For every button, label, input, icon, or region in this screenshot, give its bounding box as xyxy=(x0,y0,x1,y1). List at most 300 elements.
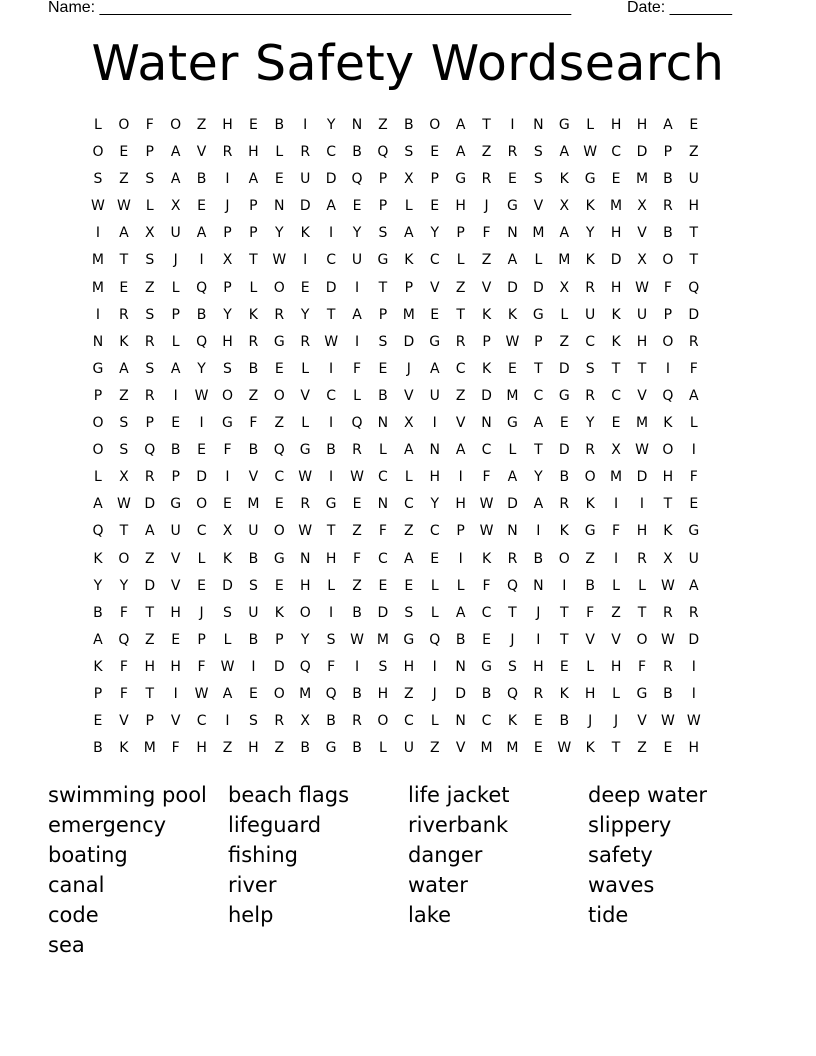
grid-letter: P xyxy=(223,279,232,296)
grid-letter: M xyxy=(402,306,415,323)
grid-letter: Z xyxy=(119,171,129,188)
name-field-label: Name: _____________________________________________________ xyxy=(48,0,572,16)
grid-letter: U xyxy=(170,225,181,242)
word-bank-item: river xyxy=(228,873,277,897)
grid-letter: V xyxy=(404,387,414,404)
word-bank-item: lake xyxy=(408,903,452,927)
grid-letter: N xyxy=(481,415,492,432)
grid-letter: E xyxy=(197,442,206,459)
grid-letter: I xyxy=(510,117,515,133)
grid-letter: R xyxy=(688,604,699,621)
grid-letter: R xyxy=(300,496,311,513)
grid-letter: Z xyxy=(119,387,129,404)
grid-letter: Z xyxy=(378,117,388,133)
grid-letter: R xyxy=(144,387,155,404)
grid-letter: W xyxy=(350,469,364,486)
grid-letter: F xyxy=(352,550,362,567)
grid-letter: E xyxy=(508,171,517,188)
grid-letter: V xyxy=(455,415,466,432)
grid-letter: U xyxy=(351,252,363,269)
word-bank-item: lifeguard xyxy=(228,813,322,837)
grid-letter: N xyxy=(533,117,544,133)
letter-grid xyxy=(85,112,733,762)
grid-letter: A xyxy=(455,442,466,459)
grid-letter: P xyxy=(171,469,180,486)
grid-letter: I xyxy=(614,496,619,513)
grid-letter: Z xyxy=(404,523,414,540)
grid-letter: F xyxy=(249,415,258,432)
grid-letter: Z xyxy=(429,740,440,757)
grid-letter: S xyxy=(145,360,155,377)
grid-letter: E xyxy=(663,740,673,757)
grid-letter: O xyxy=(196,496,208,513)
grid-letter: J xyxy=(588,713,593,730)
grid-letter: S xyxy=(248,713,258,730)
grid-letter: E xyxy=(430,198,440,215)
grid-letter: C xyxy=(403,496,414,513)
grid-letter: Y xyxy=(119,577,129,594)
grid-letter: P xyxy=(534,333,543,350)
grid-letter: Z xyxy=(274,740,285,757)
grid-letter: X xyxy=(144,225,155,242)
grid-letter: L xyxy=(379,740,387,757)
grid-letter: E xyxy=(430,550,440,567)
word-bank-item: tide xyxy=(588,903,629,927)
grid-letter: E xyxy=(352,496,362,513)
grid-letter: A xyxy=(689,387,699,404)
grid-letter: Z xyxy=(196,117,207,133)
grid-letter: U xyxy=(688,171,699,188)
grid-letter: N xyxy=(455,713,466,730)
grid-letter: P xyxy=(223,225,232,242)
grid-letter: O xyxy=(636,631,648,648)
grid-letter: R xyxy=(300,144,311,161)
grid-letter: F xyxy=(327,658,336,675)
grid-letter: A xyxy=(689,577,699,594)
grid-letter: I xyxy=(458,550,463,567)
grid-letter: P xyxy=(482,333,491,350)
grid-letter: K xyxy=(481,550,492,567)
grid-letter: H xyxy=(636,117,648,133)
grid-letter: G xyxy=(377,252,389,269)
grid-letter: C xyxy=(378,550,388,567)
grid-letter: O xyxy=(170,117,182,133)
grid-letter: A xyxy=(222,685,233,702)
grid-letter: E xyxy=(559,415,569,432)
grid-letter: H xyxy=(144,658,156,675)
grid-letter: S xyxy=(508,658,517,675)
grid-letter: J xyxy=(199,604,204,621)
grid-letter: G xyxy=(584,523,596,540)
grid-letter: A xyxy=(455,604,466,621)
grid-row xyxy=(85,546,733,573)
grid-letter: R xyxy=(663,658,673,675)
grid-letter: K xyxy=(611,306,621,323)
grid-letter: B xyxy=(326,442,336,459)
grid-letter: H xyxy=(196,740,207,757)
grid-letter: S xyxy=(404,604,414,621)
grid-letter: F xyxy=(378,523,387,540)
grid-letter: L xyxy=(534,252,543,269)
grid-letter: Q xyxy=(506,685,518,702)
grid-letter: B xyxy=(559,469,570,486)
grid-letter: H xyxy=(662,469,674,486)
grid-letter: Y xyxy=(430,496,440,513)
grid-letter: W xyxy=(194,685,209,702)
grid-letter: D xyxy=(144,577,156,594)
grid-letter: G xyxy=(299,442,311,459)
grid-letter: I xyxy=(432,415,437,432)
grid-letter: L xyxy=(171,279,180,296)
grid-letter: I xyxy=(614,550,619,567)
grid-letter: X xyxy=(170,198,181,215)
grid-letter: U xyxy=(248,523,259,540)
grid-letter: B xyxy=(455,631,466,648)
grid-letter: L xyxy=(275,144,284,161)
grid-letter: K xyxy=(507,713,518,730)
grid-row xyxy=(85,329,733,356)
grid-letter: M xyxy=(91,252,104,269)
grid-letter: T xyxy=(145,685,155,702)
grid-letter: L xyxy=(223,631,232,648)
grid-letter: P xyxy=(93,685,103,702)
grid-letter: M xyxy=(610,469,623,486)
grid-letter: R xyxy=(637,550,647,567)
grid-letter: T xyxy=(559,604,569,621)
grid-letter: E xyxy=(559,658,569,675)
word-bank-item: beach flags xyxy=(228,783,350,807)
grid-letter: Q xyxy=(299,658,311,675)
grid-letter: Z xyxy=(585,550,595,567)
grid-letter: K xyxy=(404,252,414,269)
grid-letter: R xyxy=(222,144,233,161)
grid-letter: G xyxy=(325,496,337,513)
grid-letter: H xyxy=(248,740,259,757)
grid-letter: I xyxy=(691,685,696,702)
grid-letter: I xyxy=(354,658,360,675)
grid-letter: C xyxy=(429,523,440,540)
grid-letter: H xyxy=(222,333,233,350)
grid-letter: F xyxy=(119,604,128,621)
grid-letter: Q xyxy=(688,279,700,296)
grid-letter: H xyxy=(533,658,544,675)
grid-letter: N xyxy=(377,415,389,432)
grid-letter: B xyxy=(663,171,673,188)
grid-letter: U xyxy=(170,523,181,540)
grid-letter: Y xyxy=(300,631,310,648)
grid-letter: B xyxy=(663,685,673,702)
grid-letter: Q xyxy=(196,279,208,296)
grid-letter: F xyxy=(223,442,232,459)
grid-letter: G xyxy=(481,658,492,675)
grid-letter: O xyxy=(662,333,674,350)
grid-letter: B xyxy=(481,685,492,702)
grid-letter: T xyxy=(637,604,647,621)
grid-letter: T xyxy=(534,360,543,377)
grid-letter: K xyxy=(481,360,492,377)
grid-letter: L xyxy=(327,577,336,594)
grid-letter: K xyxy=(274,604,284,621)
grid-letter: O xyxy=(299,604,311,621)
grid-letter: F xyxy=(612,523,621,540)
grid-letter: J xyxy=(614,713,619,730)
grid-letter: H xyxy=(429,469,440,486)
grid-letter: L xyxy=(94,469,102,486)
grid-letter: Y xyxy=(300,306,310,323)
grid-letter: V xyxy=(300,387,310,404)
grid-letter: E xyxy=(274,577,284,594)
grid-letter: Q xyxy=(196,333,208,350)
grid-letter: O xyxy=(92,144,104,161)
grid-letter: E xyxy=(611,171,621,188)
grid-letter: M xyxy=(532,225,545,242)
grid-letter: V xyxy=(196,144,207,161)
grid-letter: D xyxy=(507,279,518,296)
grid-letter: P xyxy=(456,225,465,242)
grid-letter: I xyxy=(225,171,230,188)
grid-letter: H xyxy=(377,685,389,702)
grid-letter: M xyxy=(610,198,623,215)
grid-letter: A xyxy=(119,225,129,242)
grid-letter: K xyxy=(585,198,595,215)
grid-letter: C xyxy=(455,360,466,377)
grid-letter: C xyxy=(611,144,621,161)
grid-letter: P xyxy=(404,279,414,296)
grid-letter: R xyxy=(118,306,129,323)
grid-letter: P xyxy=(456,523,465,540)
grid-letter: R xyxy=(585,279,596,296)
word-bank-item: waves xyxy=(588,873,655,897)
grid-letter: T xyxy=(119,523,129,540)
grid-letter: K xyxy=(119,333,129,350)
grid-letter: G xyxy=(325,740,337,757)
grid-letter: L xyxy=(430,577,439,594)
grid-row xyxy=(85,410,733,437)
grid-letter: R xyxy=(585,387,596,404)
grid-letter: X xyxy=(559,279,570,296)
header-line xyxy=(48,0,748,18)
grid-letter: V xyxy=(637,713,647,730)
grid-letter: R xyxy=(300,333,311,350)
grid-letter: A xyxy=(404,442,414,459)
grid-letter: W xyxy=(635,279,649,296)
grid-letter: Q xyxy=(351,415,363,432)
grid-letter: F xyxy=(482,577,491,594)
grid-letter: O xyxy=(584,469,596,486)
grid-letter: P xyxy=(430,171,439,188)
grid-letter: Q xyxy=(351,171,363,188)
grid-letter: L xyxy=(301,360,310,377)
grid-letter: M xyxy=(635,171,649,188)
word-bank-item: life jacket xyxy=(408,783,510,807)
grid-letter: Q xyxy=(662,387,674,404)
grid-letter: H xyxy=(299,577,311,594)
grid-letter: E xyxy=(689,117,699,133)
grid-row xyxy=(85,383,733,410)
grid-letter: N xyxy=(533,577,544,594)
grid-letter: E xyxy=(352,198,362,215)
grid-letter: B xyxy=(533,550,544,567)
grid-letter: Z xyxy=(404,685,414,702)
grid-letter: U xyxy=(688,550,699,567)
grid-letter: E xyxy=(197,577,206,594)
grid-letter: D xyxy=(688,631,700,648)
grid-letter: F xyxy=(482,469,491,486)
grid-letter: Z xyxy=(481,144,492,161)
grid-letter: O xyxy=(92,415,104,432)
grid-letter: L xyxy=(249,279,258,296)
grid-letter: E xyxy=(378,577,388,594)
grid-letter: C xyxy=(585,333,596,350)
grid-letter: G xyxy=(532,306,544,323)
grid-letter: D xyxy=(325,171,337,188)
grid-letter: X xyxy=(404,171,414,188)
grid-letter: U xyxy=(300,171,311,188)
grid-letter: S xyxy=(378,658,388,675)
grid-letter: E xyxy=(300,279,310,296)
grid-letter: L xyxy=(171,333,180,350)
grid-letter: N xyxy=(92,333,104,350)
grid-letter: R xyxy=(274,713,285,730)
grid-row xyxy=(85,464,733,491)
grid-letter: D xyxy=(144,496,156,513)
grid-letter: L xyxy=(586,117,595,133)
grid-letter: Y xyxy=(197,360,206,377)
grid-letter: E xyxy=(430,144,440,161)
grid-letter: C xyxy=(481,604,492,621)
grid-letter: L xyxy=(430,713,439,730)
grid-row xyxy=(85,735,733,762)
grid-letter: T xyxy=(145,604,155,621)
grid-letter: H xyxy=(610,279,622,296)
grid-letter: C xyxy=(481,713,492,730)
grid-letter: T xyxy=(326,523,336,540)
grid-letter: I xyxy=(329,415,334,432)
grid-letter: A xyxy=(326,198,336,215)
grid-letter: S xyxy=(145,252,155,269)
grid-letter: D xyxy=(558,442,570,459)
grid-letter: M xyxy=(247,496,260,513)
grid-letter: L xyxy=(94,117,102,133)
grid-letter: G xyxy=(403,631,415,648)
grid-letter: N xyxy=(507,523,518,540)
grid-letter: W xyxy=(194,387,209,404)
grid-letter: O xyxy=(118,550,130,567)
grid-letter: A xyxy=(196,225,207,242)
grid-letter: O xyxy=(273,523,285,540)
grid-letter: W xyxy=(505,333,520,350)
grid-letter: I xyxy=(458,469,463,486)
grid-letter: I xyxy=(329,225,334,242)
grid-row xyxy=(85,139,733,166)
grid-letter: W xyxy=(116,198,131,215)
grid-letter: S xyxy=(533,144,543,161)
grid-row xyxy=(85,302,733,329)
word-bank-item: slippery xyxy=(588,813,672,837)
grid-letter: W xyxy=(91,198,105,215)
grid-letter: Y xyxy=(275,225,284,242)
grid-letter: O xyxy=(273,685,285,702)
grid-letter: V xyxy=(170,550,181,567)
grid-letter: R xyxy=(352,713,362,730)
grid-letter: H xyxy=(584,685,596,702)
grid-letter: A xyxy=(507,252,518,269)
grid-letter: H xyxy=(610,117,622,133)
grid-letter: E xyxy=(197,198,206,215)
grid-letter: Z xyxy=(637,740,647,757)
grid-letter: V xyxy=(611,631,621,648)
grid-letter: K xyxy=(507,306,518,323)
grid-letter: E xyxy=(119,279,129,296)
grid-letter: W xyxy=(557,740,572,757)
grid-letter: K xyxy=(585,740,595,757)
grid-letter: V xyxy=(455,740,466,757)
grid-letter: B xyxy=(559,713,570,730)
grid-row xyxy=(85,356,733,383)
grid-letter: F xyxy=(689,469,698,486)
grid-letter: Y xyxy=(534,469,543,486)
grid-letter: W xyxy=(324,333,339,350)
grid-letter: T xyxy=(249,252,258,269)
grid-letter: T xyxy=(456,306,465,323)
grid-letter: L xyxy=(404,198,413,215)
grid-letter: E xyxy=(274,360,284,377)
grid-letter: P xyxy=(249,225,258,242)
grid-letter: E xyxy=(274,171,284,188)
grid-letter: B xyxy=(352,144,362,161)
grid-letter: Q xyxy=(273,442,285,459)
grid-letter: E xyxy=(482,631,491,648)
grid-letter: L xyxy=(586,658,595,675)
grid-letter: N xyxy=(429,442,440,459)
grid-letter: A xyxy=(144,523,155,540)
grid-letter: Y xyxy=(352,225,362,242)
grid-letter: E xyxy=(274,496,284,513)
grid-letter: Q xyxy=(325,685,337,702)
grid-letter: F xyxy=(197,658,206,675)
grid-letter: C xyxy=(533,387,544,404)
grid-letter: G xyxy=(584,171,596,188)
grid-letter: I xyxy=(225,713,230,730)
grid-letter: Q xyxy=(377,144,389,161)
grid-letter: G xyxy=(636,685,648,702)
grid-letter: J xyxy=(432,685,437,702)
grid-letter: D xyxy=(636,469,648,486)
grid-letter: B xyxy=(352,604,362,621)
grid-letter: B xyxy=(663,225,673,242)
grid-letter: G xyxy=(92,360,104,377)
grid-letter: X xyxy=(222,523,233,540)
grid-letter: T xyxy=(378,279,388,296)
grid-letter: B xyxy=(248,360,259,377)
grid-letter: A xyxy=(170,360,181,377)
grid-letter: H xyxy=(688,198,700,215)
grid-letter: V xyxy=(119,713,129,730)
grid-letter: A xyxy=(404,225,414,242)
grid-letter: M xyxy=(506,387,519,404)
grid-letter: K xyxy=(248,306,258,323)
grid-letter: B xyxy=(585,577,595,594)
grid-letter: D xyxy=(377,604,389,621)
grid-letter: O xyxy=(558,550,570,567)
grid-letter: P xyxy=(275,631,284,648)
date-field-label: Date: _______ xyxy=(627,0,732,16)
grid-letter: L xyxy=(301,415,310,432)
grid-letter: W xyxy=(660,577,675,594)
grid-letter: D xyxy=(325,279,337,296)
grid-letter: I xyxy=(639,496,645,513)
grid-letter: A xyxy=(455,144,466,161)
